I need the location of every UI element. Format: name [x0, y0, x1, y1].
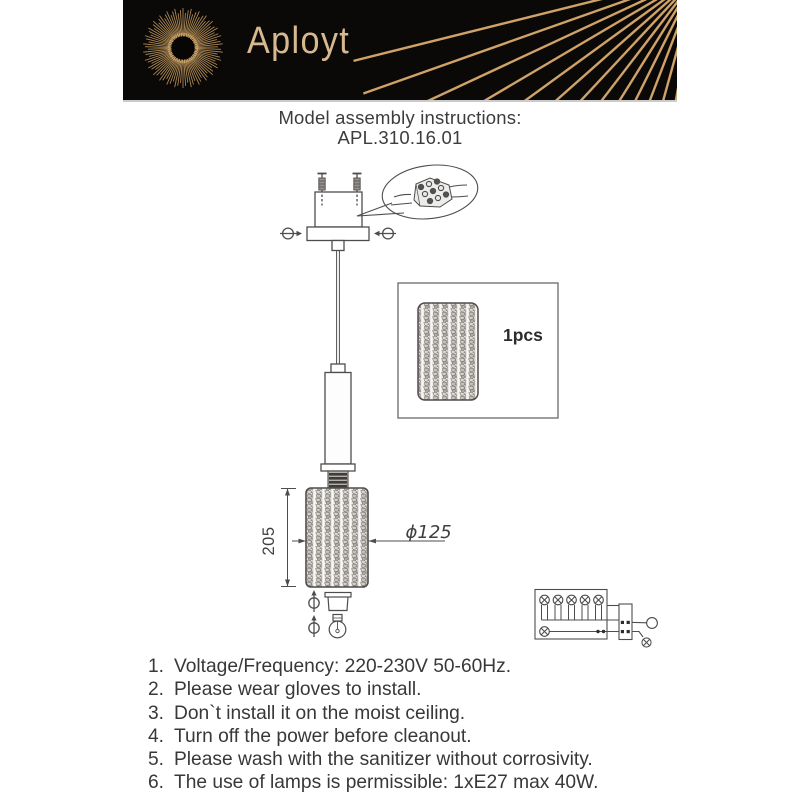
list-item	[138, 748, 738, 771]
page-title: Model assembly instructions:	[278, 107, 522, 128]
item-number: 3.	[147, 702, 164, 724]
title-block	[0, 108, 800, 147]
side-screw-right-icon	[374, 228, 396, 239]
item-number: 2.	[147, 679, 164, 701]
diameter-dim-label: ϕ125	[405, 522, 452, 543]
assembly-diagram	[0, 160, 800, 665]
mounting-screw-icon	[309, 590, 319, 612]
instructions-list	[138, 655, 738, 795]
parts-box	[398, 283, 558, 418]
crystal-shade	[306, 488, 368, 587]
height-dim-label: 205	[260, 526, 278, 556]
item-number: 6.	[147, 772, 164, 794]
canopy	[307, 227, 369, 251]
mounting-screw-icon	[309, 615, 319, 637]
banner-graphics	[123, 0, 677, 100]
suspension-cable	[337, 251, 340, 365]
item-number: 1.	[147, 656, 164, 677]
lamp-tube	[321, 364, 355, 471]
item-text: Don`t install it on the moist ceiling.	[174, 702, 466, 724]
list-item	[138, 678, 738, 701]
item-number: 5.	[147, 749, 164, 771]
item-text: Please wash with the sanitizer without corrosivity.	[174, 749, 593, 771]
item-text: Turn off the power before cleanout.	[174, 725, 472, 747]
list-item	[138, 771, 738, 794]
item-text: Please wear gloves to install.	[174, 679, 422, 701]
shade-part	[418, 303, 478, 400]
item-number: 4.	[147, 725, 164, 747]
dim-height	[260, 489, 296, 587]
model-number: APL.310.16.01	[337, 126, 463, 148]
ceiling-plate	[315, 174, 362, 231]
list-item	[138, 725, 738, 748]
item-text: Voltage/Frequency: 220-230V 50-60Hz.	[174, 656, 512, 677]
socket-threads	[328, 471, 348, 489]
wiring-diagram	[535, 590, 657, 648]
list-item	[138, 655, 738, 678]
header-banner	[123, 0, 677, 100]
socket-cup	[325, 593, 351, 611]
rays-decoration	[354, 0, 677, 100]
terminal-callout	[357, 160, 481, 224]
list-item	[138, 702, 738, 725]
item-text: The use of lamps is permissible: 1xE27 max 40W.	[174, 772, 599, 794]
parts-count-label: 1pcs	[503, 325, 543, 345]
sunburst-logo-icon	[143, 8, 224, 88]
bulb-icon	[329, 615, 346, 638]
side-screw-left-icon	[280, 228, 302, 239]
brand-logotype: Aployt	[247, 20, 351, 62]
